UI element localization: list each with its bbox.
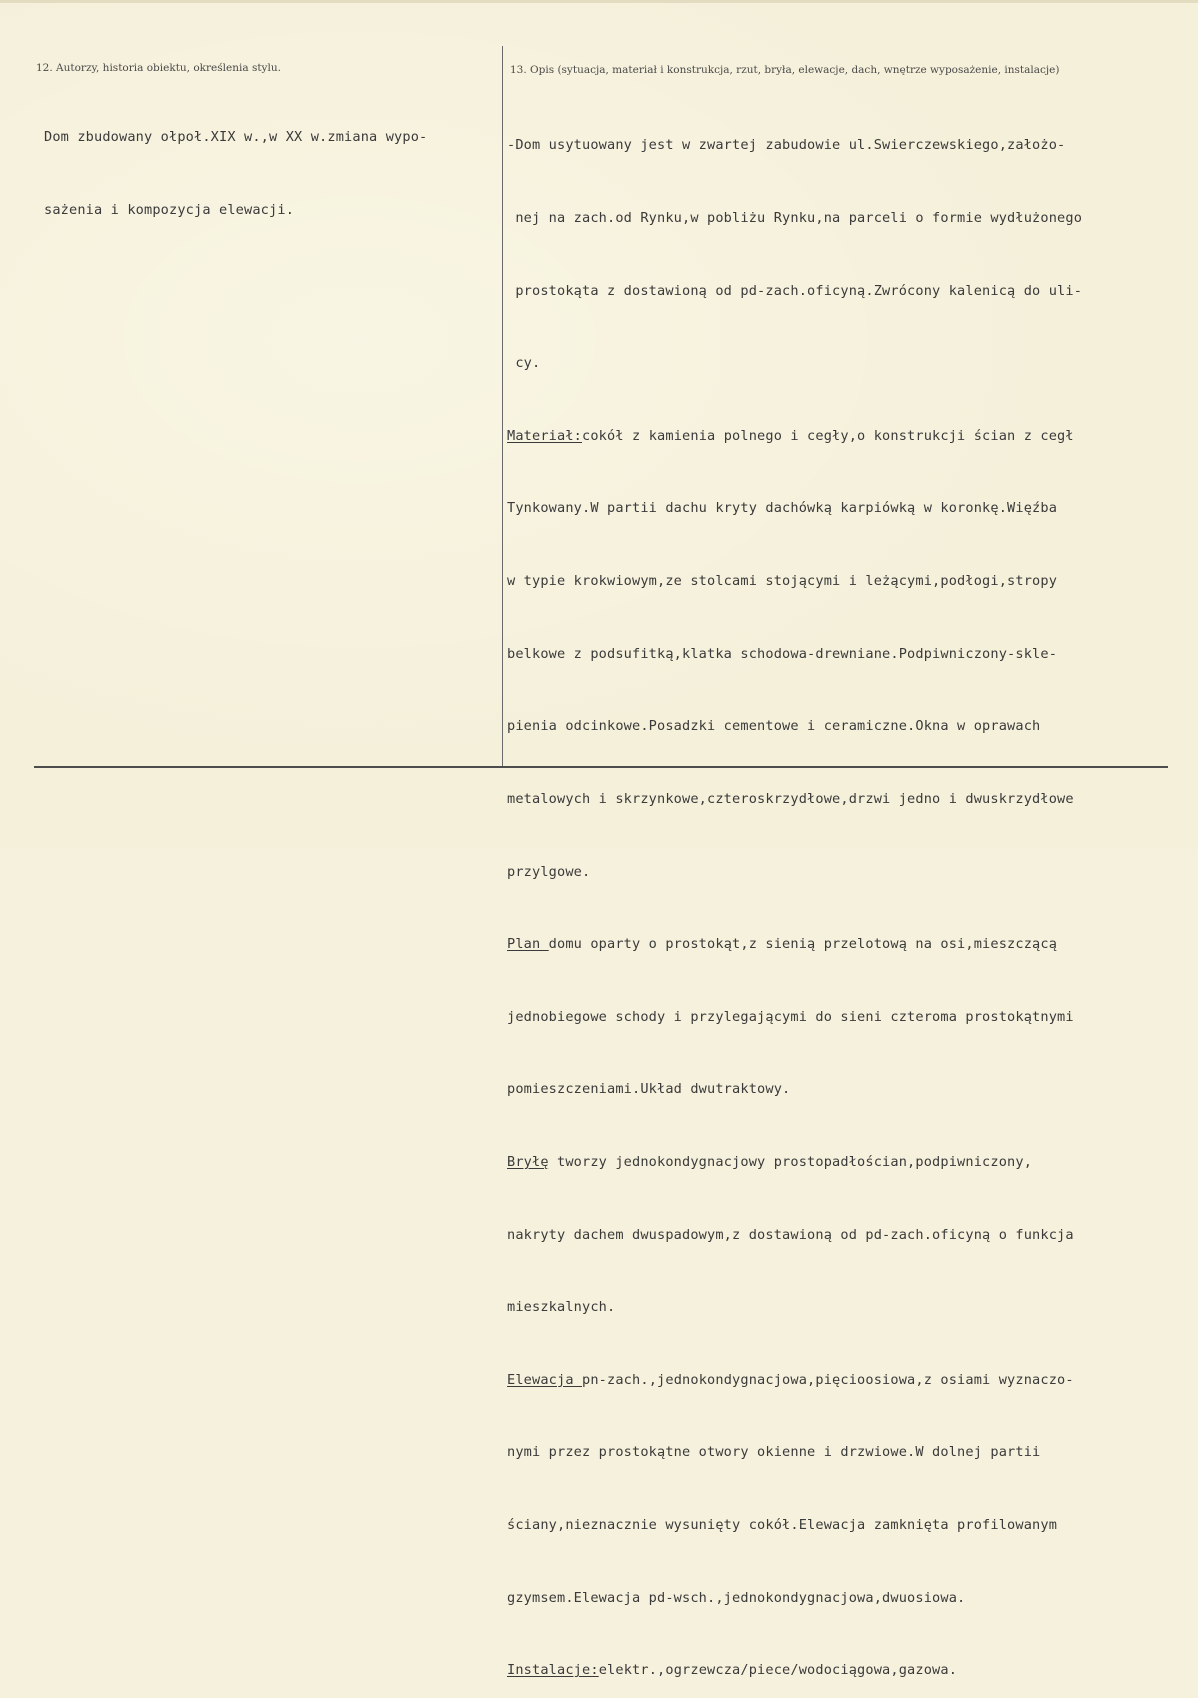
section-13-line: -Dom usytuowany jest w zwartej zabudowie ul.Swierczewskiego,założo- — [507, 137, 1066, 154]
section-13-line: nakryty dachem dwuspadowym,z dostawioną od pd-zach.oficyną o funkcja — [507, 1226, 1074, 1243]
section-13-line: przylgowe. — [507, 863, 591, 880]
section-13-line: nej na zach.od Rynku,w pobliżu Rynku,na parceli o formie wydłużonego — [507, 210, 1083, 227]
section-12-text — [44, 77, 427, 271]
heading-plan: Plan — [507, 936, 549, 953]
section-13-line: Plan domu oparty o prostokąt,z sienią przelotową na osi,mieszczącą — [507, 936, 1058, 953]
section-13-line: jednobiegowe schody i przylegającymi do sieni czteroma prostokątnymi — [507, 1008, 1074, 1025]
section-13-line: Instalacje:elektr.,ogrzewcza/piece/wodociągowa,gazowa. — [507, 1662, 958, 1679]
section-13-line: nymi przez prostokątne otwory okienne i drzwiowe.W dolnej partii — [507, 1444, 1041, 1461]
section-12-line: Dom zbudowany ołpoł.XIX w.,w XX w.zmiana wypo- — [44, 129, 428, 146]
section-13-line: belkowe z podsufitką,klatka schodowa-drewniane.Podpiwniczony-skle- — [507, 645, 1058, 662]
section-13-line: mieszkalnych. — [507, 1299, 616, 1316]
section-13-label: 13. Opis (sytuacja, materiał i konstrukcja, rzut, bryła, elewacje, dach, wnętrze wyposażenie, instalacje) — [510, 64, 1060, 76]
section-13-line: w typie krokwiowym,ze stolcami stojącymi i leżącymi,podłogi,stropy — [507, 573, 1058, 590]
bottom-rule — [34, 766, 1168, 768]
section-13-line: Bryłę tworzy jednokondygnacjowy prostopadłościan,podpiwniczony, — [507, 1153, 1033, 1170]
section-13-line: Elewacja pn-zach.,jednokondygnacjowa,pięcioosiowa,z osiami wyznaczo- — [507, 1371, 1074, 1388]
section-12-label: 12. Autorzy, historia obiektu, określenia stylu. — [36, 62, 281, 74]
section-13-text — [507, 85, 1082, 1698]
section-12-line: sażenia i kompozycja elewacji. — [44, 202, 295, 219]
heading-bryle: Bryłę — [507, 1153, 549, 1170]
section-13-line: Tynkowany.W partii dachu kryty dachówką karpiówką w koronkę.Więźba — [507, 500, 1058, 517]
page-top-edge — [0, 0, 1198, 3]
section-13-line: prostokąta z dostawioną od pd-zach.oficyną.Zwrócony kalenicą do uli- — [507, 282, 1083, 299]
section-13-line: gzymsem.Elewacja pd-wsch.,jednokondygnacjowa,dwuosiowa. — [507, 1589, 966, 1606]
column-divider — [502, 46, 503, 766]
section-13-line: ściany,nieznacznie wysunięty cokół.Elewacja zamknięta profilowanym — [507, 1516, 1058, 1533]
heading-elewacja: Elewacja — [507, 1371, 583, 1388]
section-13-line: pomieszczeniami.Układ dwutraktowy. — [507, 1081, 791, 1098]
heading-instalacje: Instalacje: — [507, 1662, 599, 1679]
section-13-line: metalowych i skrzynkowe,czteroskrzydłowe,drzwi jedno i dwuskrzydłowe — [507, 790, 1074, 807]
section-13-line: pienia odcinkowe.Posadzki cementowe i ceramiczne.Okna w oprawach — [507, 718, 1041, 735]
section-13-line: cy. — [507, 355, 541, 372]
section-13-line: Materiał:cokół z kamienia polnego i cegły,o konstrukcji ścian z cegł — [507, 427, 1074, 444]
heading-material: Materiał: — [507, 427, 583, 444]
